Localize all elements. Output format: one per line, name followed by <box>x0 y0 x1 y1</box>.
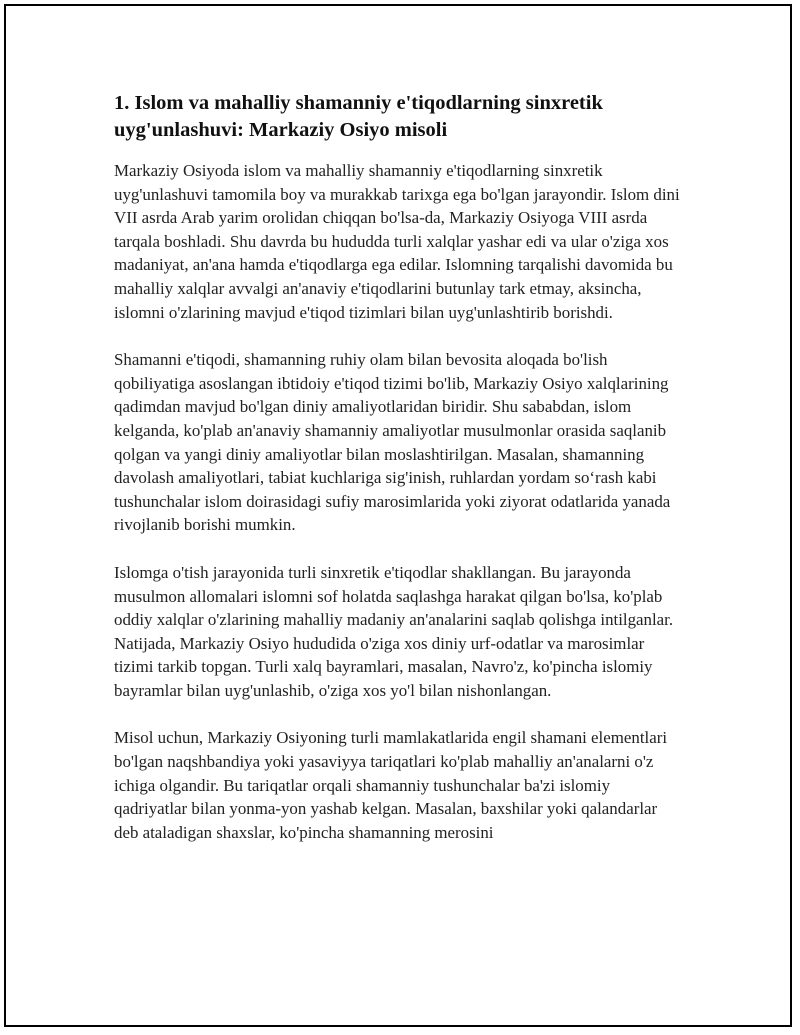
paragraph: Shamanni e'tiqodi, shamanning ruhiy olam bilan bevosita aloqada bo'lish qobiliyatiga asoslangan ibtidoiy e'tiqod tizimi bo'lib, Markaziy Osiyo xalqlarining qadimdan mavjud bo'lgan diniy amaliyotlaridan biridir. Shu sababdan, islom kelganda, ko'plab an'anaviy shamanniy amaliyotlar musulmonlar orasida saqlanib qolgan va yangi diniy amaliyotlar bilan moslashtirilgan. Masalan, shamanning davolash amaliyotlari, tabiat kuchlariga sig'inish, ruhlardan yordam so‘rash kabi tushunchalar islom doirasidagi sufiy marosimlarida yoki ziyorat odatlarida yanada rivojlanib borishi mumkin. <box>114 350 671 535</box>
paragraph: Markaziy Osiyoda islom va mahalliy shamanniy e'tiqodlarning sinxretik uyg'unlashuvi tamomila boy va murakkab tarixga ega bo'lgan jarayondir. Islom dini VII asrda Arab yarim orolidan chiqqan bo'lsa-da, Markaziy Osiyoga VIII asrda tarqala boshladi. Shu davrda bu hududda turli xalqlar yashar edi va ular o'ziga xos madaniyat, an'ana hamda e'tiqodlarga ega edilar. Islomning tarqalishi davomida bu mahalliy xalqlar avvalgi an'anaviy e'tiqodlarini butunlay tark etmay, aksincha, islomni o'zlarining mavjud e'tiqod tizimlari bilan uyg'unlashtirib borishdi. <box>114 161 680 322</box>
document-body <box>114 90 684 868</box>
paragraph: Misol uchun, Markaziy Osiyoning turli mamlakatlarida engil shamani elementlari bo'lgan naqshbandiya yoki yasaviyya tariqatlari ko'plab mahalliy an'analarni o'z ichiga olgandir. Bu tariqatlar orqali shamanniy tushunchalar ba'zi islomiy qadriyatlar bilan yonma-yon yashab kelgan. Masalan, baxshilar yoki qalandarlar deb ataladigan shaxslar, ko'pincha shamanning merosini <box>114 728 668 842</box>
section-title: 1. Islom va mahalliy shamanniy e'tiqodlarning sinxretik uyg'unlashuvi: Markaziy Osiyo misoli <box>114 92 603 141</box>
paragraph: Islomga o'tish jarayonida turli sinxretik e'tiqodlar shakllangan. Bu jarayonda musulmon allomalari islomni sof holatda saqlashga harakat qilgan bo'lsa, ko'plab oddiy xalqlar o'zlarining mahalliy madaniy an'analarini saqlab qolishga intilganlar. Natijada, Markaziy Osiyo hududida o'ziga xos diniy urf-odatlar va marosimlar tizimi tarkib topgan. Turli xalq bayramlari, masalan, Navro'z, ko'pincha islomiy bayramlar bilan uyg'unlashib, o'ziga xos yo'l bilan nishonlangan. <box>114 562 674 700</box>
